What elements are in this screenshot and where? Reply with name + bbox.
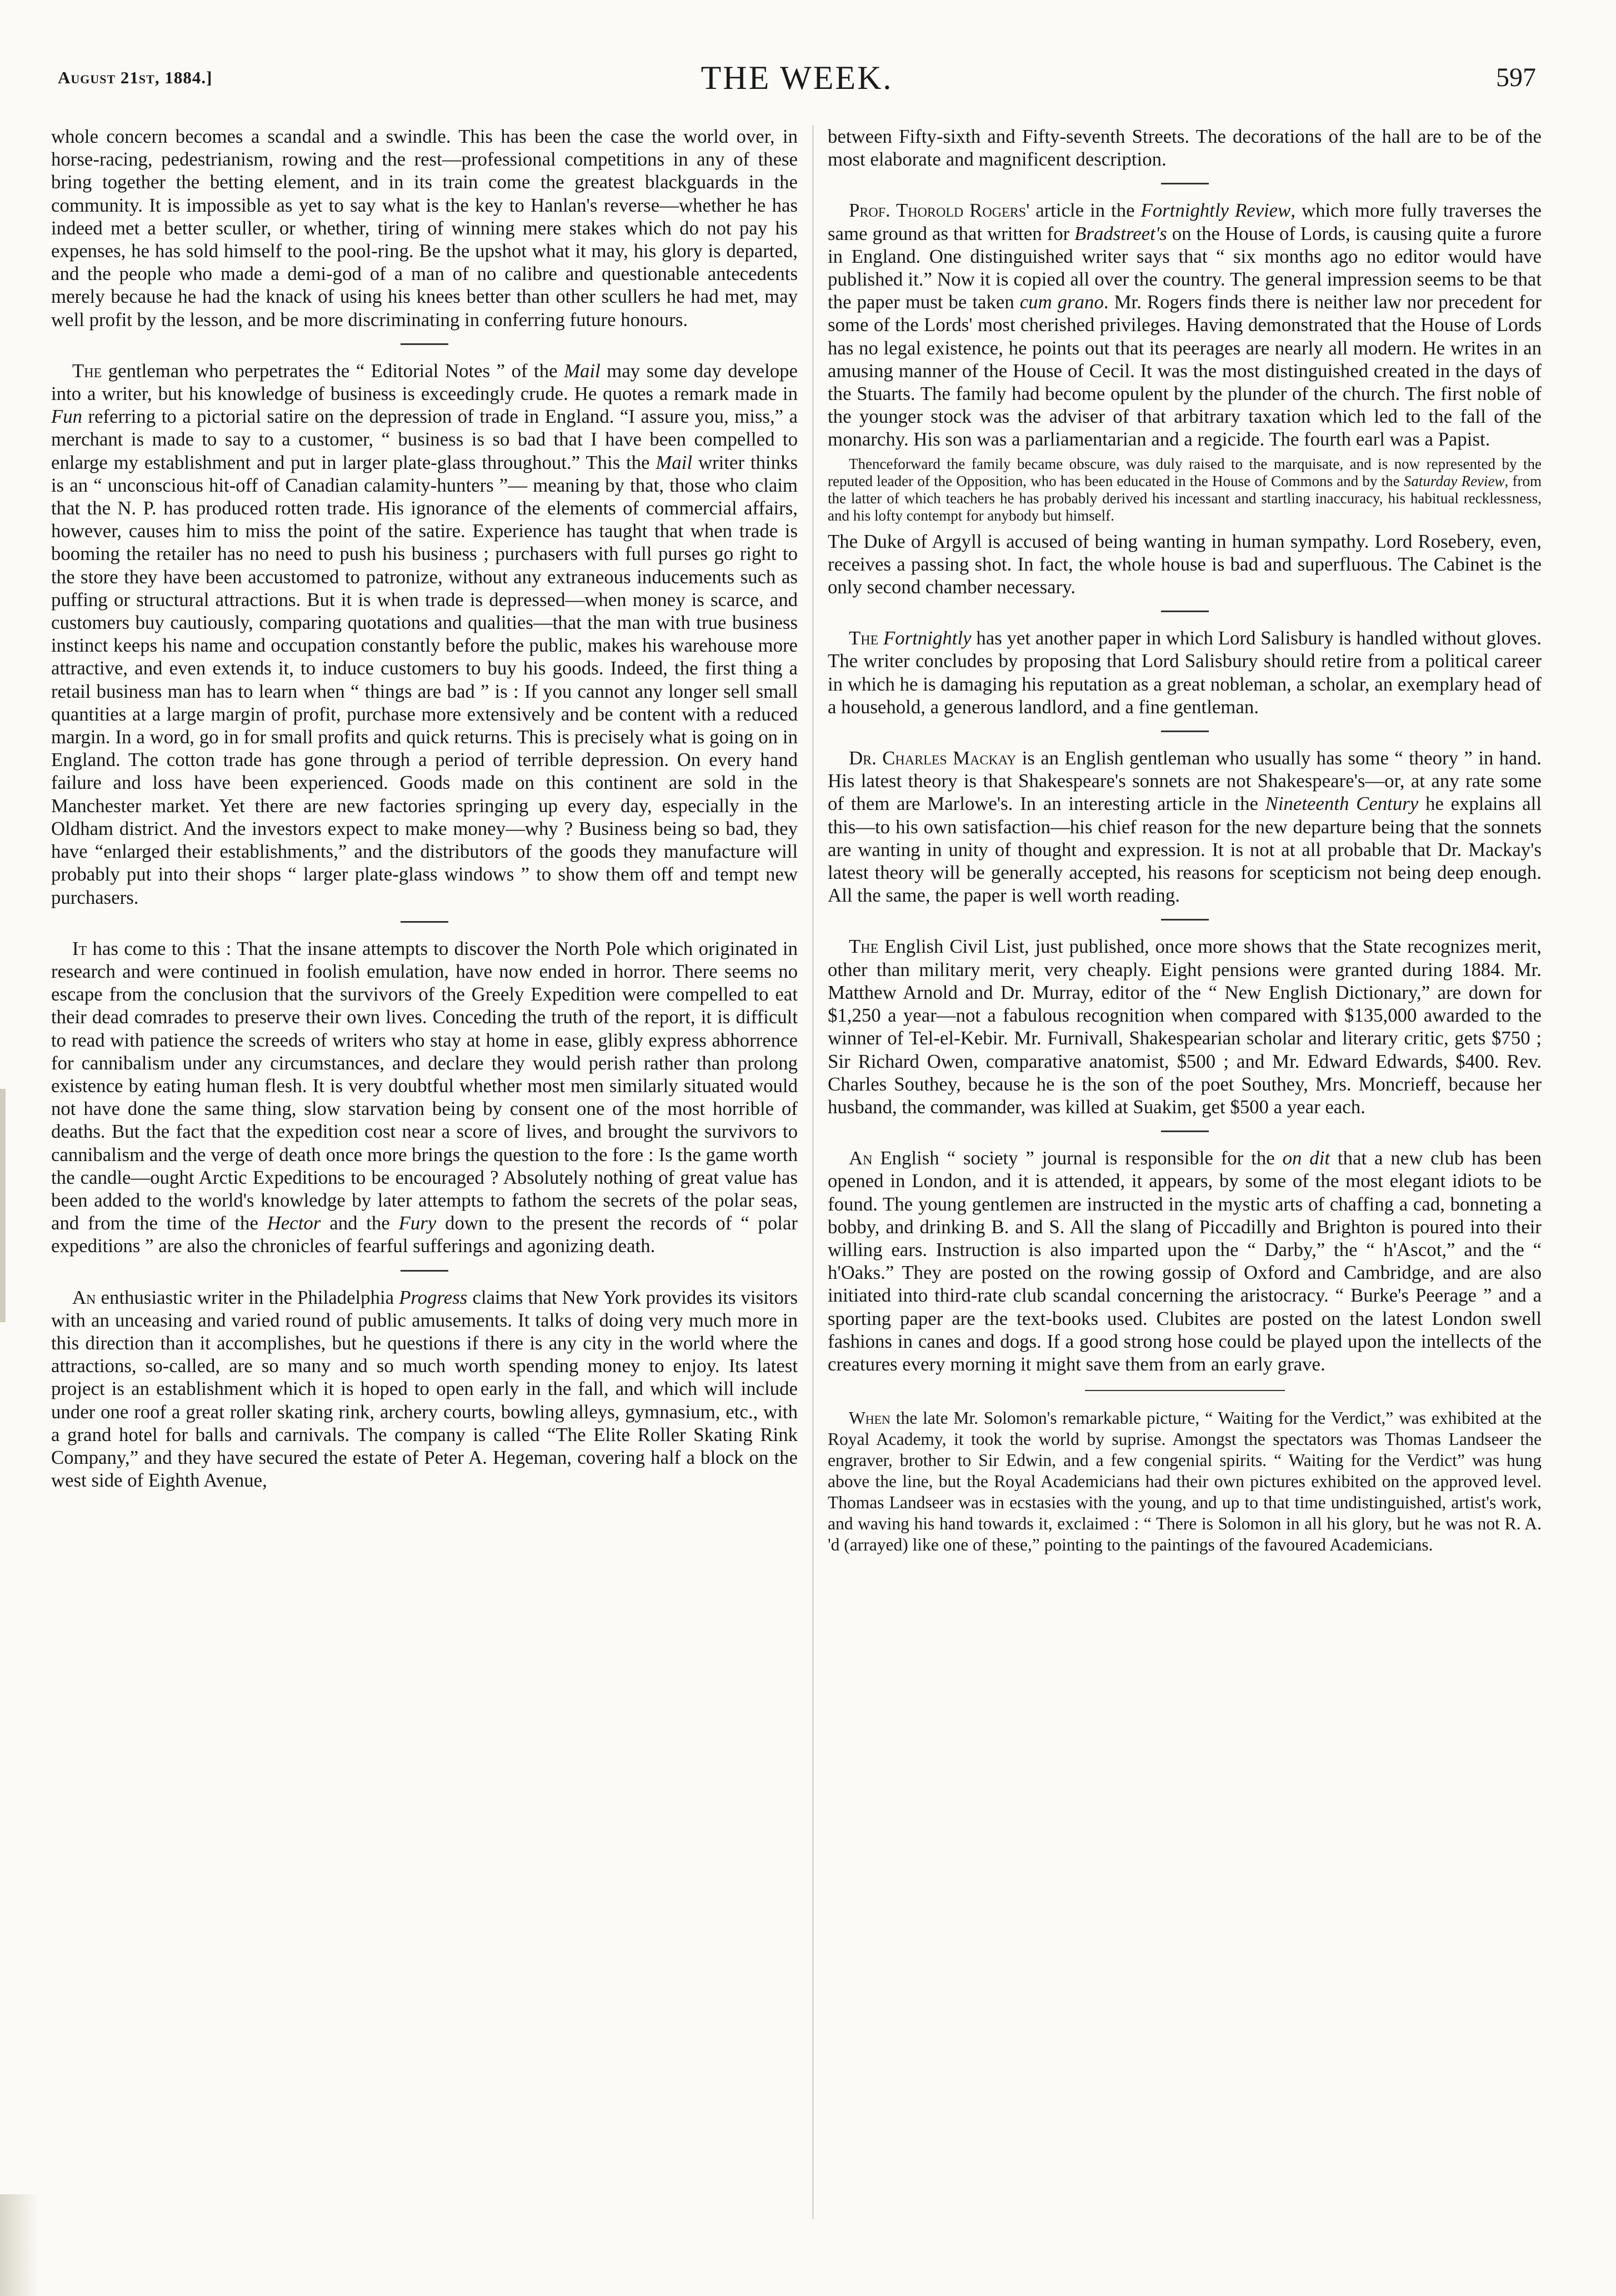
article-society-club: An English “ society ” journal is responsible for the on dit that a new club has been opened in London, and it is attended, it appears, by some of the most elegant idiots to be found. The young gentlemen are instructed in the mystic arts of chaffing a cad, bonneting a bobby, and drinking B. and S. All the slang of Piccadilly and Brighton is poured into their willing ears. Instruction is also imparted upon the “ Darby,” the “ h'Ascot,” and the “ h'Oaks.” They are posted on the rowing gossip of Oxford and Cambridge, and are also initiated into third-rate club scandal concerning the aristocracy. “ Burke's Peerage ” and a sporting paper are the text-books used. Clubites are posted on the latest London swell fashions in canes and dogs. If a good strong hose could be played upon the intellects of the creatures every morning it might save them from an early grave. [828, 1147, 1542, 1375]
article-arctic: It has come to this : That the insane attempts to discover the North Pole which originated in research and were continued in foolish emulation, have now ended in horror. There seems no escape from the conclusion that the survivors of the Greely Expedition were compelled to eat their dead comrades to preserve their own lives. Conceding the truth of the report, it is difficult to read with patience the screeds of writers who stay at home in ease, glibly express abhorrence for cannibalism under any circumstances, and declare they would perish rather than prolong existence by eating human flesh. It is very doubtful whether most men similarly situated would not have done the same thing, slow starvation being by consent one of the most horrible of deaths. But the fact that the expedition cost near a score of lives, and brought the survivors to cannibalism and the verge of death once more brings the question to the fore : Is the game worth the candle—ought Arctic Expeditions to be encouraged ? Absolutely nothing of great value has been added to the world's knowledge by later attempts to fathom the secrets of the polar seas, and from the time of the Hector and the Fury down to the present the records of “ polar expeditions ” are also the chronicles of fearful sufferings and agonizing death. [51, 937, 798, 1257]
page-edge-shadow [0, 1089, 6, 1322]
section-rule [1161, 1131, 1209, 1132]
section-rule [401, 1270, 448, 1272]
article-new-york-cont: between Fifty-sixth and Fifty-seventh Streets. The decorations of the hall are to be of the most elaborate and magnificent description. [828, 126, 1542, 171]
issue-date: August 21st, 1884.] [58, 68, 213, 87]
article-new-york: An enthusiastic writer in the Philadelphia Progress claims that New York provides its visitors with an unceasing and varied round of public amusements. It talks of doing very much more in this direction than it accomplishes, but he questions if there is any city in the world where the attractions, so-called, are so many and so much worth spending money to enjoy. Its latest project is an establishment which it is hoped to open early in the fall, and which will include under one roof a great roller skating rink, archery courts, bowling alleys, gymnasium, etc., with a grand hotel for balls and carnivals. The company is called “The Elite Roller Skating Rink Company,” and they have secured the estate of Peter A. Hegeman, covering half a block on the west side of Eighth Avenue, [51, 1286, 798, 1492]
right-column [828, 125, 1542, 1555]
article-hanlan: whole concern becomes a scandal and a swindle. This has been the case the world over, in horse-racing, pedestrianism, rowing and the rest—professional competitions in any of these bring together the betting element, and in its train come the greatest blackguards in the community. It is impossible as yet to say what is the key to Hanlan's reverse—whether he has indeed met a better sculler, or whether, tiring of winning mere stakes which do not pay his expenses, he has sold himself to the pool-ring. Be the upshot what it may, his glory is departed, and the people who made a demi-god of a man of no calibre and questionable antecedents merely because he had the knack of using his knees better than other scullers he had met, may well profit by the lesson, and be more discriminating in conferring future honours. [51, 126, 798, 331]
article-house-of-lords-end: The Duke of Argyll is accused of being wanting in human sympathy. Lord Rosebery, even, receives a passing shot. In fact, the whole house is bad and superfluous. The Cabinet is the only second chamber necessary. [828, 530, 1542, 598]
article-editorial-notes: The gentleman who perpetrates the “ Editorial Notes ” of the Mail may some day develope into a writer, but his knowledge of business is exceedingly crude. He quotes a remark made in Fun referring to a pictorial satire on the depression of trade in England. “I assure you, miss,” a merchant is made to say to a customer, “ business is so bad that I have been compelled to enlarge my establishment and put in larger plate-glass throughout.” This the Mail writer thinks is an “ unconscious hit-off of Canadian calamity-hunters ”— meaning by that, those who claim that the N. P. has produced rotten trade. His ignorance of the elements of commercial affairs, however, causes him to miss the point of the satire. Experience has taught that when trade is booming the retailer has no need to push his business ; purchasers with full purses go right to the store they have been accustomed to patronize, without any extraneous inducements such as puffing or structural attractions. But it is when trade is depressed—when money is scarce, and customers buy cautiously, comparing quotations and qualities—that the man with true business instinct keeps his name and occupation constantly before the public, makes his warehouse more attractive, and even extends it, to induce customers to buy his goods. Indeed, the first thing a retail business man has to learn when “ things are bad ” is : If you cannot any longer sell small quantities at a large margin of profit, purchase more extensively and be content with a reduced margin. In a word, go in for small profits and quick returns. This is precisely what is going on in England. The cotton trade has gone through a period of terrible depression. On every hand failure and loss have been experienced. Goods made on this continent are sold in the Manchester market. Yet there are new factories springing up every day, especially in the Oldham district. And the investors expect to make money—why ? Business being so bad, they have “enlarged their establishments,” and the distributors of the goods they manufacture will probably put into their shops “ larger plate-glass windows ” to show them off and tempt new purchasers. [51, 359, 798, 908]
page-header [58, 57, 1536, 107]
article-civil-list: The English Civil List, just published, once more shows that the State recognizes merit, other than military merit, very cheaply. Eight pensions were granted during 1884. Mr. Matthew Arnold and Dr. Murray, editor of the “ New English Dictionary,” are down for $1,250 a year—not a fabulous recognition when compared with $135,000 awarded to the winner of Tel-el-Kebir. Mr. Furnivall, Shakespearian scholar and literary critic, gets $750 ; Sir Richard Owen, comparative anatomist, $500 ; and Mr. Edward Edwards, $400. Rev. Charles Southey, because he is the son of the poet Southey, Mrs. Moncrieff, because her husband, the commander, was killed at Suakim, get $500 a year each. [828, 936, 1542, 1118]
left-column [51, 125, 798, 1492]
page-number: 597 [1496, 63, 1536, 92]
section-rule [1161, 183, 1209, 184]
section-rule [401, 921, 448, 923]
article-solomon-picture: When the late Mr. Solomon's remarkable picture, “ Waiting for the Verdict,” was exhibited at the Royal Academy, it took the world by suprise. Amongst the spectators was Thomas Landseer the engraver, brother to Sir Edwin, and a few congenial spirits. “ Waiting for the Verdict” was hung above the line, but the Royal Academicians had their own pictures exhibited on the approved level. Thomas Landseer was in ecstasies with the young, and up to that time undistinguished, artist's work, and waving his hand towards it, exclaimed : “ There is Solomon in all his glory, but he was not R. A. 'd (arrayed) like one of these,” pointing to the paintings of the favoured Academicians. [828, 1408, 1542, 1555]
section-rule [1161, 611, 1209, 612]
section-rule [401, 343, 448, 345]
section-rule [1161, 731, 1209, 732]
page-corner-wear [0, 2194, 39, 2296]
article-house-of-lords: Prof. Thorold Rogers' article in the Fortnightly Review, which more fully traverses the same ground as that written for Bradstreet's on the House of Lords, is causing quite a furore in England. One distinguished writer says that “ six months ago no editor would have published it.” Now it is copied all over the country. The general impression seems to be that the paper must be taken cum grano. Mr. Rogers finds there is neither law nor precedent for some of the Lords' most cherished privileges. Having demonstrated that the House of Lords has no legal existence, he points out that its peerages are nearly all modern. He writes in an amusing manner of the House of Cecil. It was the most distinguished created in the days of the Stuarts. The family had become opulent by the plunder of the church. The first noble of the younger stock was the adviser of that arbitrary taxation which led to the fall of the monarchy. His son was a parliamentarian and a regicide. The fourth earl was a Papist. [828, 199, 1542, 451]
section-rule [1085, 1390, 1285, 1391]
block-quote: Thenceforward the family became obscure, was duly raised to the marquisate, and is now represented by the reputed leader of the Opposition, who has been educated in the House of Commons and by the Saturday Review, from the latter of which teachers he has probably derived his incessant and startling inaccuracy, his habitual recklessness, and his lofty contempt for anybody but himself. [828, 455, 1542, 524]
section-rule [1161, 919, 1209, 921]
article-salisbury: The Fortnightly has yet another paper in which Lord Salisbury is handled without gloves. The writer concludes by proposing that Lord Salisbury should retire from a political career in which he is damaging his reputation as a great nobleman, a scholar, an exemplary head of a household, a generous landlord, and a fine gentleman. [828, 627, 1542, 718]
article-mackay: Dr. Charles Mackay is an English gentleman who usually has some “ theory ” in hand. His latest theory is that Shakespeare's sonnets are not Shakespeare's—or, at any rate some of them are Marlowe's. In an interesting article in the Nineteenth Century he explains all this—to his own satisfaction—his chief reason for the new departure being that the sonnets are wanting in unity of thought and expression. It is not at all probable that Dr. Mackay's latest theory will be generally accepted, his reasons for scepticism not being deep enough. All the same, the paper is well worth reading. [828, 747, 1542, 907]
masthead-title: THE WEEK. [701, 59, 893, 96]
